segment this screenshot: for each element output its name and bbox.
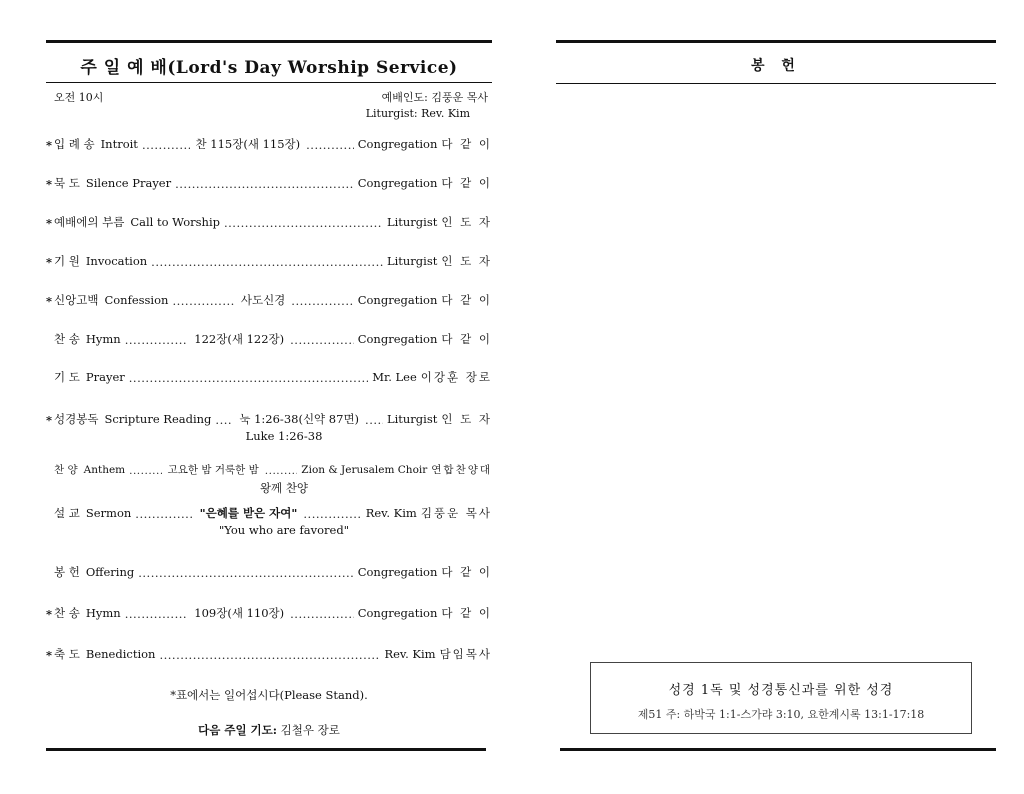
item-korean: 설 교 bbox=[54, 506, 80, 520]
item-english: Sermon bbox=[85, 506, 132, 520]
performer-english: Congregation bbox=[357, 176, 438, 190]
item-english: Introit bbox=[100, 137, 138, 151]
service-time: 오전 10시 bbox=[54, 91, 104, 104]
stand-marker: * bbox=[45, 216, 52, 230]
performer-english: Congregation bbox=[357, 606, 438, 620]
service-item bbox=[44, 564, 492, 580]
next-prayer-name: 김철우 장로 bbox=[280, 723, 340, 737]
item-performer bbox=[372, 369, 492, 385]
stand-marker: * bbox=[45, 648, 52, 662]
item-label bbox=[54, 564, 134, 580]
item-english: Anthem bbox=[83, 464, 126, 476]
stand-marker: * bbox=[45, 138, 52, 152]
item-detail: 찬 115장(새 115장) bbox=[195, 137, 301, 151]
dot-leader bbox=[291, 294, 353, 308]
item-label bbox=[54, 411, 211, 427]
service-item bbox=[44, 292, 492, 308]
item-performer bbox=[387, 214, 492, 230]
bottom-rule-right bbox=[560, 748, 996, 751]
item-detail: "은혜를 받은 자여" bbox=[199, 506, 298, 520]
service-item bbox=[44, 411, 492, 427]
service-item bbox=[44, 369, 492, 385]
service-title: 주 일 예 배(Lord's Day Worship Service) bbox=[80, 58, 458, 78]
performer-korean: 다 같 이 bbox=[441, 293, 492, 307]
offering-panel bbox=[556, 40, 996, 84]
service-item bbox=[44, 331, 492, 347]
performer-korean: 인 도 자 bbox=[441, 412, 493, 426]
item-label bbox=[54, 292, 168, 308]
bible-reading-box bbox=[590, 662, 972, 734]
performer-korean: 이강훈 장로 bbox=[420, 370, 492, 384]
item-performer bbox=[384, 646, 492, 662]
performer-english: Liturgist bbox=[386, 412, 438, 426]
performer-english: Congregation bbox=[357, 565, 438, 579]
item-korean: 찬 송 bbox=[54, 606, 80, 620]
item-label bbox=[54, 331, 121, 347]
item-detail: 사도신경 bbox=[240, 293, 286, 307]
performer-english: Mr. Lee bbox=[372, 370, 417, 384]
dot-leader bbox=[303, 507, 361, 521]
item-english: Prayer bbox=[85, 370, 125, 384]
offering-title: 봉 헌 bbox=[751, 58, 801, 74]
item-label bbox=[54, 646, 155, 662]
dot-leader bbox=[215, 413, 233, 427]
bible-reading-title: 성경 1독 및 성경통신과를 위한 성경 bbox=[668, 683, 894, 698]
item-english: Offering bbox=[85, 565, 135, 579]
item-detail: 109장(새 110장) bbox=[194, 606, 285, 620]
item-subtitle: "You who are favored" bbox=[219, 523, 349, 537]
stand-marker: * bbox=[45, 607, 52, 621]
dot-leader bbox=[172, 294, 234, 308]
item-english: Hymn bbox=[85, 332, 121, 346]
item-english: Hymn bbox=[85, 606, 121, 620]
item-performer bbox=[387, 411, 492, 427]
performer-english: Congregation bbox=[357, 137, 438, 151]
item-detail: 눅 1:26-38(신약 87면) bbox=[239, 412, 360, 426]
dot-leader bbox=[265, 465, 298, 477]
item-detail: 122장(새 122장) bbox=[194, 332, 285, 346]
dot-leader bbox=[365, 413, 383, 427]
stand-marker: * bbox=[45, 177, 52, 191]
item-korean: 성경봉독 bbox=[54, 412, 99, 426]
stand-note bbox=[46, 687, 492, 703]
bible-reading-schedule: 제51 주: 하박국 1:1-스가랴 3:10, 요한계시록 13:1-17:18 bbox=[637, 708, 925, 721]
item-performer bbox=[358, 175, 492, 191]
performer-english: Zion & Jerusalem Choir bbox=[301, 464, 428, 476]
performer-english: Rev. Kim bbox=[384, 647, 436, 661]
item-english: Benediction bbox=[85, 647, 156, 661]
performer-english: Rev. Kim bbox=[365, 506, 417, 520]
item-label bbox=[54, 253, 147, 269]
item-korean: 입 례 송 bbox=[54, 137, 95, 151]
item-performer bbox=[301, 462, 492, 477]
service-item bbox=[44, 175, 492, 191]
dot-leader bbox=[135, 507, 193, 521]
stand-marker: * bbox=[45, 294, 52, 308]
worship-leader-en: Liturgist: Rev. Kim bbox=[365, 107, 470, 120]
worship-leader-ko: 예배인도: 김풍운 목사 bbox=[381, 91, 488, 104]
dot-leader bbox=[125, 607, 189, 621]
stand-marker: * bbox=[45, 413, 52, 427]
item-label bbox=[54, 136, 138, 152]
service-item bbox=[44, 646, 492, 662]
dot-leader bbox=[129, 371, 368, 385]
stand-marker: * bbox=[45, 255, 52, 269]
item-korean: 묵 도 bbox=[54, 176, 80, 190]
item-korean: 기 원 bbox=[54, 254, 80, 268]
item-korean: 신앙고백 bbox=[54, 293, 99, 307]
dot-leader bbox=[159, 648, 380, 662]
item-subtitle: Luke 1:26-38 bbox=[245, 429, 323, 443]
performer-korean: 인 도 자 bbox=[441, 254, 492, 268]
item-english: Silence Prayer bbox=[85, 176, 172, 190]
performer-korean: 김풍운 목사 bbox=[420, 506, 493, 520]
performer-english: Congregation bbox=[357, 332, 438, 346]
service-item bbox=[44, 505, 492, 521]
item-performer bbox=[358, 136, 492, 152]
item-english: Confession bbox=[104, 293, 169, 307]
item-korean: 찬 양 bbox=[54, 464, 78, 476]
performer-korean: 인 도 자 bbox=[441, 215, 492, 229]
item-korean: 찬 송 bbox=[54, 332, 80, 346]
service-item bbox=[44, 214, 492, 230]
item-korean: 봉 헌 bbox=[54, 565, 80, 579]
item-korean: 축 도 bbox=[54, 647, 80, 661]
performer-korean: 다 같 이 bbox=[441, 137, 493, 151]
dot-leader bbox=[290, 333, 354, 347]
next-prayer-label: 다음 주일 기도: bbox=[198, 723, 278, 737]
dot-leader bbox=[290, 607, 354, 621]
next-week-prayer bbox=[46, 722, 492, 738]
offering-title-underline bbox=[556, 83, 996, 84]
item-english: Invocation bbox=[85, 254, 148, 268]
item-korean: 기 도 bbox=[54, 370, 80, 384]
item-korean: 예배에의 부름 bbox=[54, 215, 125, 229]
item-subtitle: 왕께 찬양 bbox=[259, 481, 309, 495]
item-label bbox=[54, 462, 125, 477]
item-detail: 고요한 밤 거룩한 밤 bbox=[167, 464, 259, 476]
dot-leader bbox=[151, 255, 383, 269]
performer-korean: 다 같 이 bbox=[441, 332, 492, 346]
item-performer bbox=[358, 331, 492, 347]
performer-english: Liturgist bbox=[386, 254, 438, 268]
item-label bbox=[54, 175, 171, 191]
dot-leader bbox=[175, 177, 354, 191]
performer-english: Liturgist bbox=[386, 215, 438, 229]
performer-korean: 다 같 이 bbox=[441, 565, 492, 579]
dot-leader bbox=[138, 566, 353, 580]
item-label bbox=[54, 214, 220, 230]
dot-leader bbox=[142, 138, 190, 152]
item-label bbox=[54, 505, 131, 521]
dot-leader bbox=[129, 465, 162, 477]
item-performer bbox=[358, 292, 492, 308]
item-english: Call to Worship bbox=[130, 215, 220, 229]
stand-note-text: *표에서는 일어섭시다(Please Stand). bbox=[170, 688, 368, 702]
performer-korean: 담임목사 bbox=[439, 647, 492, 661]
service-item bbox=[44, 136, 492, 152]
dot-leader bbox=[224, 216, 383, 230]
performer-korean: 다 같 이 bbox=[441, 606, 492, 620]
item-label bbox=[54, 605, 121, 621]
service-item bbox=[44, 462, 492, 477]
order-of-service-list bbox=[44, 0, 492, 794]
performer-korean: 다 같 이 bbox=[441, 176, 492, 190]
performer-korean: 연합찬양대 bbox=[431, 464, 492, 476]
item-performer bbox=[387, 253, 492, 269]
item-label bbox=[54, 369, 125, 385]
item-performer bbox=[366, 505, 492, 521]
service-item bbox=[44, 253, 492, 269]
dot-leader bbox=[125, 333, 189, 347]
item-performer bbox=[358, 564, 492, 580]
bottom-rule-left bbox=[46, 748, 486, 751]
item-english: Scripture Reading bbox=[104, 412, 212, 426]
performer-english: Congregation bbox=[357, 293, 438, 307]
dot-leader bbox=[306, 138, 354, 152]
item-performer bbox=[358, 605, 492, 621]
service-item bbox=[44, 605, 492, 621]
